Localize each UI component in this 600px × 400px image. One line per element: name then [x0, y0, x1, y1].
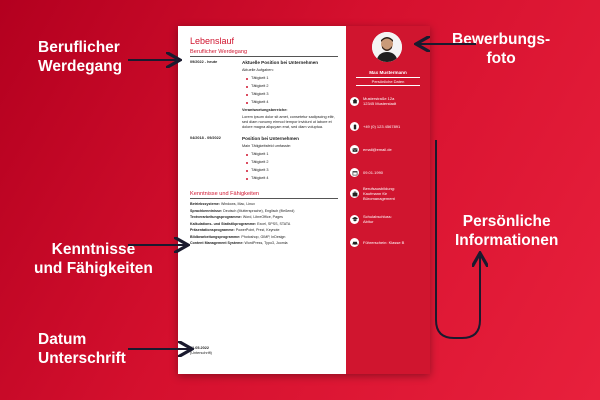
task-item: Tätigkeit 3	[246, 92, 338, 97]
info-fuehrerschein: Führerschein: Klasse B	[350, 238, 428, 247]
skill-line: Bildbearbeitungsprogramme: Photoshop, GIMP, InDesign	[190, 234, 286, 239]
responsibilities-text: Lorem ipsum dolor sit amet, consetetur sadipscing elitr, sed diam nonumy eirmod tempor invidunt ut labore et dolore magna aliquyam erat, sed diam voluptua.	[242, 115, 335, 129]
skill-line: Kalkulations- und Statistikprogramme: Excel, SPSS, STATA	[190, 221, 291, 226]
task-item: Tätigkeit 2	[246, 160, 338, 165]
callout-beruflicher-werdegang: Beruflicher Werdegang	[38, 39, 123, 75]
signature-label: (Unterschrift)	[190, 351, 212, 355]
responsibilities-label: Verantwortungsbereiche:	[242, 108, 288, 112]
job-title: Position bei Unternehmen	[242, 136, 299, 141]
callout-bewerbungsfoto: Bewerbungs- foto	[452, 31, 551, 67]
personal-data-label: Persönliche Daten	[356, 77, 420, 86]
callout-persoenliche-informationen: Persönliche Informationen	[455, 213, 559, 249]
job-title: Aktuelle Position bei Unternehmen	[242, 60, 319, 65]
cv-title: Lebenslauf	[190, 36, 235, 46]
info-ausbildung: Berufsausbildung: Kaufmann für Büromanagement	[350, 186, 428, 201]
tasks-label: Aktuelle Aufgaben:	[242, 68, 274, 72]
task-item: Tätigkeit 2	[246, 84, 338, 89]
arrow-info	[436, 140, 480, 338]
skill-line: Betriebssysteme: Windows, Mac, Linux	[190, 202, 255, 206]
job-date: 04/2018 - 09/2022	[190, 136, 221, 140]
task-item: Tätigkeit 1	[246, 76, 338, 81]
info-birthdate: 09.01.1990	[350, 168, 428, 177]
skill-line: Textverarbeitungsprogramme: Word, LibreOffice, Pages	[190, 215, 283, 219]
signature-date: 01.05.2022	[190, 346, 210, 350]
skill-line: Sprachkenntnisse: Deutsch (Muttersprache), Englisch (fließend)	[190, 208, 295, 213]
person-name: Max Mustermann	[369, 70, 407, 75]
job-date: 09/2022 - heute	[190, 60, 218, 64]
callout-kenntnisse: Kenntnisse und Fähigkeiten	[34, 241, 153, 277]
task-item: Tätigkeit 4	[246, 100, 338, 105]
task-item: Tätigkeit 4	[246, 176, 338, 181]
task-item: Tätigkeit 1	[246, 152, 338, 157]
skill-line: Präsentationsprogramme: PowerPoint, Prezi, Keynote	[190, 228, 280, 232]
task-item: Tätigkeit 3	[246, 168, 338, 173]
tasks-label: Main Tätigkeitsfeld umfasste:	[242, 144, 292, 148]
info-phone: +49 (0) 123 4567891	[350, 122, 428, 131]
skill-line: Content Management Systeme: WordPress, Typo3, Joomla	[190, 241, 288, 245]
skills-heading: Kenntnisse und Fähigkeiten	[190, 191, 338, 199]
werdegang-heading: Beruflicher Werdegang	[190, 49, 338, 57]
info-schulabschluss: Schulabschluss: Abitur	[350, 214, 428, 224]
info-address: Musterstraße 12a 12345 Musterstadt	[350, 96, 428, 106]
info-email: email@email.de	[350, 145, 428, 154]
callout-datum-unterschrift: Datum Unterschrift	[38, 331, 126, 367]
